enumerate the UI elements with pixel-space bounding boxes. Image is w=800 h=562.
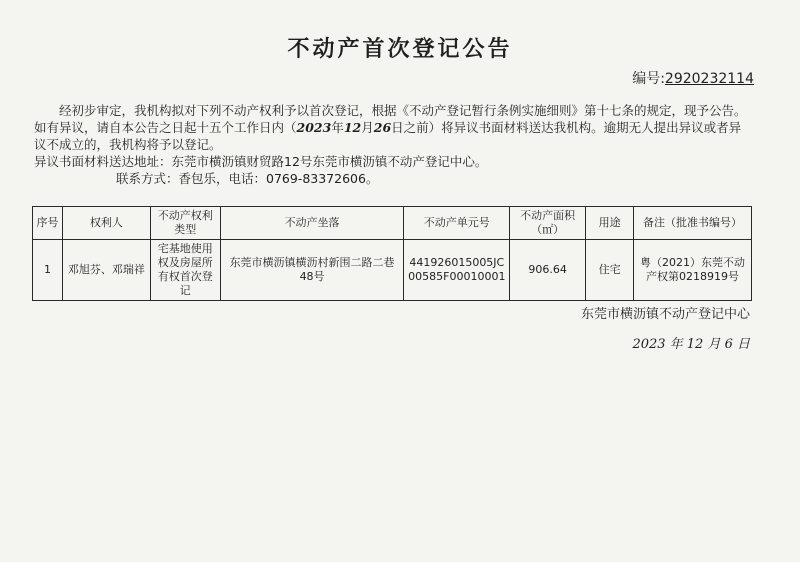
handwritten-day: 26 <box>373 120 392 135</box>
table-header-row <box>33 207 752 240</box>
cell-owner: 邓旭芬、邓瑞祥 <box>62 240 150 301</box>
handwritten-year: 2023 <box>296 120 332 135</box>
table-row <box>33 240 752 301</box>
issue-date: 2023 年 12 月 6 日 <box>632 337 750 352</box>
col-header: 备注（批准书编号） <box>634 207 752 240</box>
year-char: 年 <box>331 120 344 135</box>
contact-info: 联系方式：香包乐，电话：0769-83372606。 <box>116 171 379 186</box>
col-header: 不动产坐落 <box>220 207 404 240</box>
body-text-end: 日之前）将异议书面材料送达我机构。逾期无人提出异议或者异议不成立的，我机构将予以登记。 <box>34 120 742 152</box>
month-char: 月 <box>361 120 374 135</box>
cell-usage: 住宅 <box>586 240 634 301</box>
col-header: 不动产面积（㎡） <box>510 207 586 240</box>
page-title: 不动产首次登记公告 <box>287 37 513 62</box>
col-header: 不动产单元号 <box>404 207 510 240</box>
col-header: 不动产权利类型 <box>150 207 220 240</box>
property-table <box>32 206 752 301</box>
serial-label: 编号: <box>632 71 665 87</box>
handwritten-month: 12 <box>343 120 362 135</box>
serial-number <box>632 68 754 88</box>
cell-index: 1 <box>33 240 63 301</box>
cell-area: 906.64 <box>510 240 586 301</box>
col-header: 权利人 <box>62 207 150 240</box>
announcement-body <box>34 102 750 187</box>
cell-unit-number: 441926015005JC00585F00010001 <box>404 240 510 301</box>
body-paragraph <box>34 102 750 153</box>
serial-value: 2920232114 <box>664 71 754 87</box>
objection-address: 异议书面材料送达地址：东莞市横沥镇财贸路12号东莞市横沥镇不动产登记中心。 <box>34 154 488 169</box>
col-header: 序号 <box>33 207 63 240</box>
body-text-start: 经初步审定，我机构拟对下列不动产权利予以首次登记，根据《不动产登记暂行条例实施细则》第十七条的规定，现予公告。如有异议，请自本公告之日起十五个工作日内（ <box>34 103 747 135</box>
issuing-organization: 东莞市横沥镇不动产登记中心 <box>580 307 750 322</box>
col-header: 用途 <box>586 207 634 240</box>
cell-location: 东莞市横沥镇横沥村新围二路二巷48号 <box>220 240 404 301</box>
cell-remark: 粤（2021）东莞不动产权第0218919号 <box>634 240 752 301</box>
cell-right-type: 宅基地使用权及房屋所有权首次登记 <box>150 240 220 301</box>
